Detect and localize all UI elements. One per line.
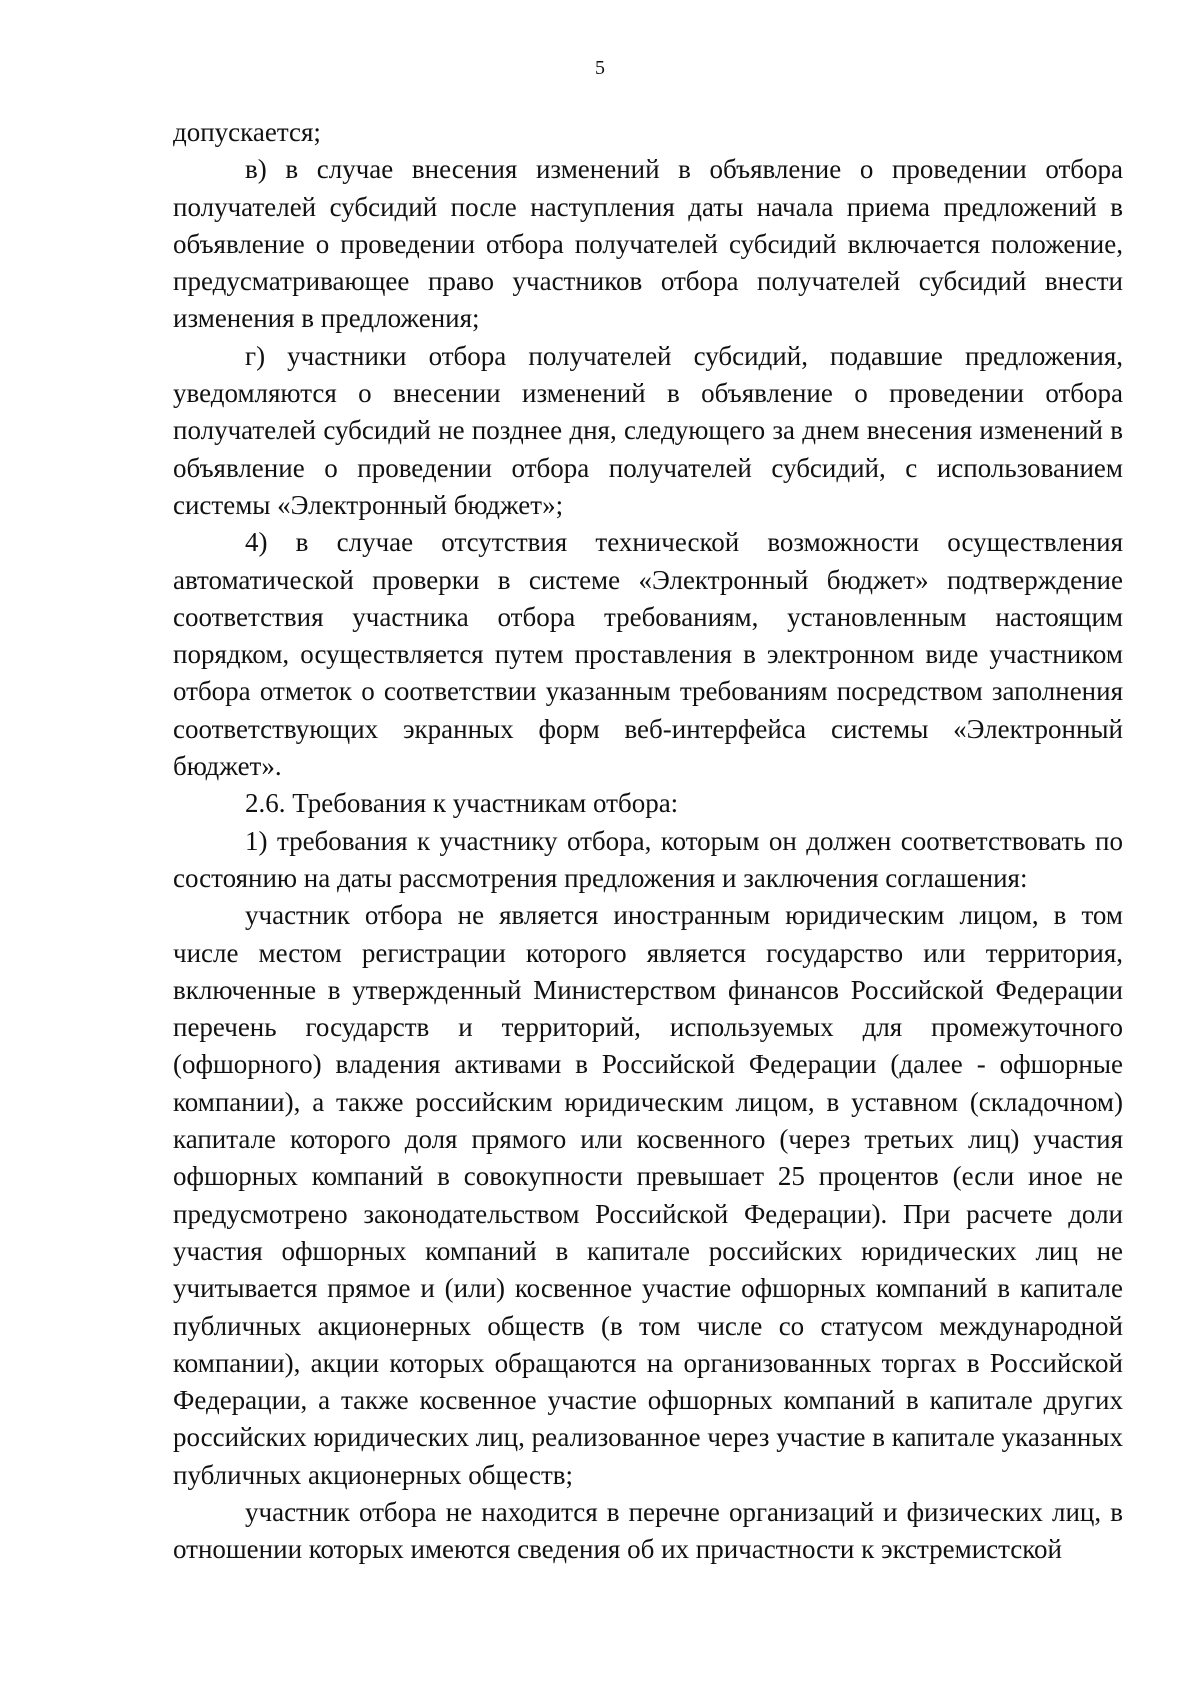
paragraph-requirements-1: 1) требования к участнику отбора, которым он должен соответствовать по состоянию на даты рассмотрения предложения и заключения соглашения:: [173, 825, 1123, 893]
section-heading-2-6: 2.6. Требования к участникам отбора:: [245, 788, 679, 819]
paragraph-continuation: допускается;: [173, 117, 321, 147]
page-number: 5: [595, 57, 605, 79]
document-body: [173, 114, 1123, 1569]
paragraph-item-g: г) участники отбора получателей субсидий, подавшие предложения, уведомляются о внесении изменений в объявление о проведении отбора получателей субсидий не позднее дня, следующего за днем внесения изменений в объявление о проведении отбора получателей субсидий, с использованием системы «Электронный бюджет»;: [173, 340, 1123, 520]
paragraph-offshore-requirement: участник отбора не является иностранным юридическим лицом, в том числе местом регистрации которого является государство или территория, включенные в утвержденный Министерством финансов Российской Федерации перечень государств и территорий, используемых для промежуточного (офшорного) владения активами в Российской Федерации (далее - офшорные компании), а также российским юридическим лицом, в уставном (складочном) капитале которого доля прямого или косвенного (через третьих лиц) участия офшорных компаний в совокупности превышает 25 процентов (если иное не предусмотрено законодательством Российской Федерации). При расчете доли участия офшорных компаний в капитале российских юридических лиц не учитывается прямое и (или) косвенное участие офшорных компаний в капитале публичных акционерных обществ (в том числе со статусом международной компании), акции которых обращаются на организованных торгах в Российской Федерации, а также косвенное участие офшорных компаний в капитале других российских юридических лиц, реализованное через участие в капитале указанных публичных акционерных обществ;: [173, 900, 1123, 1490]
paragraph-extremism-requirement: участник отбора не находится в перечне организаций и физических лиц, в отношении которых имеются сведения об их причастности к экстремистской: [173, 1496, 1123, 1565]
paragraph-item-4: 4) в случае отсутствия технической возможности осуществления автоматической проверки в системе «Электронный бюджет» подтверждение соответствия участника отбора требованиям, установленным настоящим порядком, осуществляется путем проставления в электронном виде участником отбора отметок о соответствии указанным требованиям посредством заполнения соответствующих экранных форм веб-интерфейса системы «Электронный бюджет».: [173, 527, 1123, 782]
paragraph-item-v: в) в случае внесения изменений в объявление о проведении отбора получателей субсидий после наступления даты начала приема предложений в объявление о проведении отбора получателей субсидий включается положение, предусматривающее право участников отбора получателей субсидий внести изменения в предложения;: [173, 154, 1123, 334]
